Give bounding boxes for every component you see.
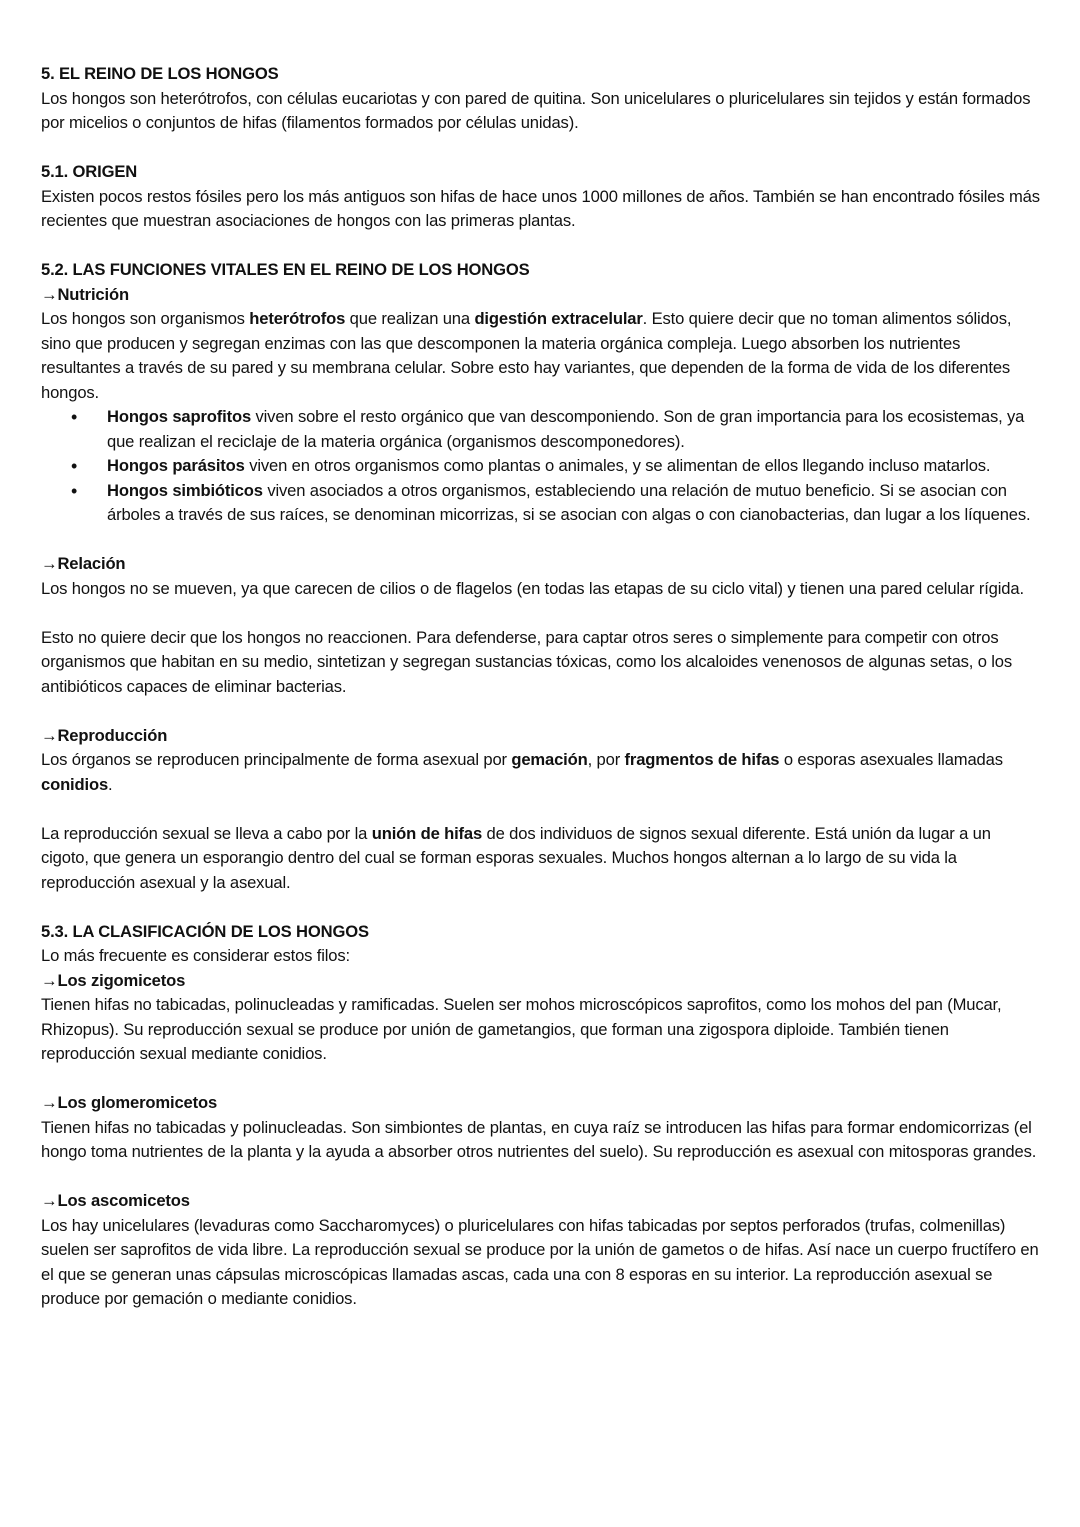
bullet-icon: • <box>71 456 78 476</box>
glomeromicetos-text: Tienen hifas no tabicadas y polinucleadas. Son simbiontes de plantas, en cuya raíz se introducen las hifas para formar endomicorrizas (el hongo toma nutrientes de la planta y la ayuda a absorber otros nutrientes del suelo). Su reproducción es asexual con mitosporas grandes. <box>41 1117 1037 1161</box>
reproduccion-sexual-text: La reproducción sexual se lleva a cabo por la unión de hifas de dos individuos de signos sexual diferente. Está unión da lugar a un cigoto, que genera un esporangio dentro del cual se forman esporas sexuales. Muchos hongos alternan a lo largo de su vida la reproducción asexual y la asexual. <box>41 823 991 892</box>
glomeromicetos-heading: →Los glomeromicetos <box>41 1093 218 1112</box>
origen-title: 5.1. ORIGEN <box>41 162 138 181</box>
arrow-icon: → <box>41 1191 58 1210</box>
relacion-heading: →Relación <box>41 554 126 573</box>
bullet-icon: • <box>71 407 78 427</box>
origen-text: Existen pocos restos fósiles pero los más antiguos son hifas de hace unos 1000 millones de años. También se han encontrado fósiles más recientes que muestran asociaciones de hongos con las primeras plantas. <box>41 186 1040 230</box>
arrow-icon: → <box>41 554 58 573</box>
relacion-text-2: Esto no quiere decir que los hongos no reaccionen. Para defenderse, para captar otros seres o simplemente para competir con otros organismos que habitan en su medio, sintetizan y segregan sustancias tóxicas, como los alcaloides venenosos de algunas setas, o los antibióticos capaces de eliminar bacterias. <box>41 627 1013 696</box>
zigomicetos-text: Tienen hifas no tabicadas, polinucleadas y ramificadas. Suelen ser mohos microscópicos saprofitos, como los mohos del pan (Mucar, Rhizopus). Su reproducción sexual se produce por unión de gametangios, que forman una zigospora diploide. También tienen reproducción sexual mediante conidios. <box>41 995 1002 1063</box>
clasificacion-intro: Lo más frecuente es considerar estos filos: <box>41 946 350 965</box>
list-item: • Hongos parásitos viven en otros organismos como plantas o animales, y se alimentan de ellos llegando incluso matarlos. <box>41 454 1040 479</box>
arrow-icon: → <box>41 1093 58 1112</box>
ascomicetos-heading: →Los ascomicetos <box>41 1191 190 1210</box>
clasificacion-title: 5.3. LA CLASIFICACIÓN DE LOS HONGOS <box>41 921 369 941</box>
relacion-text-1: Los hongos no se mueven, ya que carecen de cilios o de flagelos (en todas las etapas de su ciclo vital) y tienen una pared celular rígida. <box>41 578 1024 598</box>
section-title: 5. EL REINO DE LOS HONGOS <box>41 64 279 83</box>
arrow-icon: → <box>41 725 58 745</box>
zigomicetos-heading: →Los zigomicetos <box>41 970 186 990</box>
ascomicetos-text: Los hay unicelulares (levaduras como Saccharomyces) o pluricelulares con hifas tabicadas por septos perforados (trufas, colmenillas) suelen ser saprofitos de vida libre. La reproducción sexual se produce por la unión de gametos o de hifas. Así nace un cuerpo fructífero en el que se generan unas cápsulas microscópicas llamadas ascas, cada una con 8 esporas en su interior. La reproducción asexual se produce por gemación o mediante conidios. <box>41 1215 1039 1308</box>
nutricion-list <box>41 405 1040 528</box>
funciones-title: 5.2. LAS FUNCIONES VITALES EN EL REINO DE LOS HONGOS <box>41 260 530 279</box>
section-intro: Los hongos son heterótrofos, con células eucariotas y con pared de quitina. Son unicelulares o pluricelulares sin tejidos y están formados por micelios o conjuntos de hifas (filamentos formados por células unidas). <box>41 88 1031 132</box>
bullet-icon: • <box>71 480 78 501</box>
nutricion-text: Los hongos son organismos heterótrofos que realizan una digestión extracelular. Esto quiere decir que no toman alimentos sólidos, sino que producen y segregan enzimas con las que descomponen la materia orgánica compleja. Luego absorben los nutrientes resultantes a través de su pared y su membrana celular. Sobre esto hay variantes, que dependen de la forma de vida de los diferentes hongos. <box>41 309 1012 402</box>
arrow-icon: → <box>41 970 58 990</box>
list-item: • Hongos simbióticos viven asociados a otros organismos, estableciendo una relación de mutuo beneficio. Si se asocian con árboles a través de sus raíces, se denominan micorrizas, si se asocian con algas o con cianobacterias, dan lugar a los líquenes. <box>71 480 1031 524</box>
reproduccion-asexual-text: Los órganos se reproducen principalmente de forma asexual por gemación, por fragmentos de hifas o esporas asexuales llamadas conidios. <box>41 750 1003 794</box>
reproduccion-heading: →Reproducción <box>41 725 168 745</box>
nutricion-heading: →Nutrición <box>41 284 129 304</box>
list-item: • Hongos saprofitos viven sobre el resto orgánico que van descomponiendo. Son de gran importancia para los ecosistemas, ya que realizan el reciclaje de la materia orgánica (organismos descomponedores). <box>71 407 1025 451</box>
arrow-icon: → <box>41 284 58 304</box>
